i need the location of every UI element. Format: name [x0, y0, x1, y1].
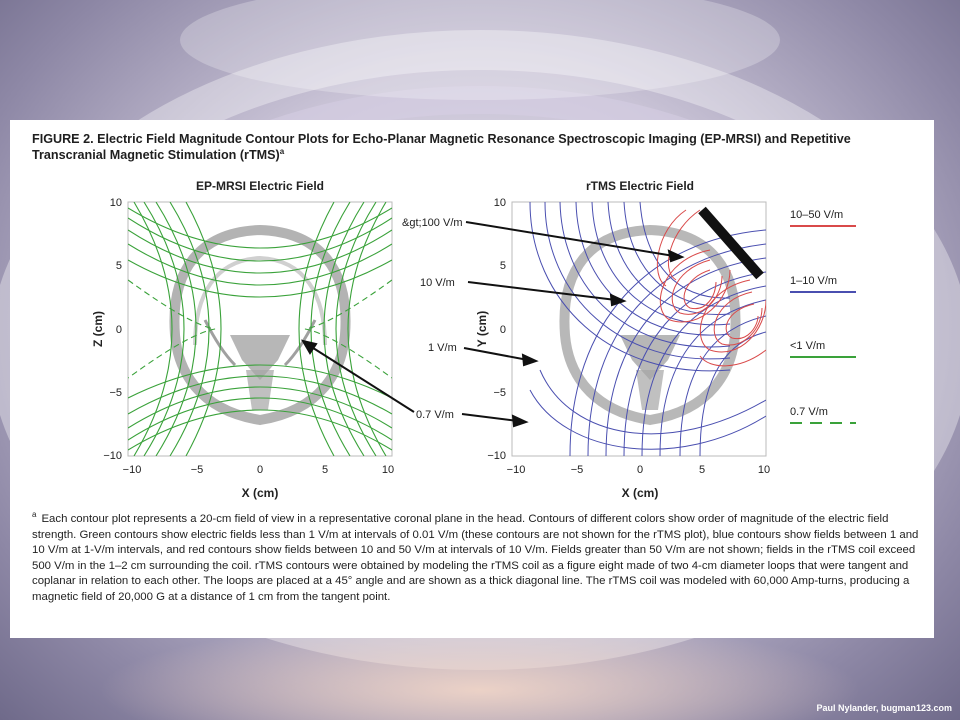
legend-item-lt1 [790, 340, 856, 357]
figure-footnote [32, 512, 932, 605]
left-x-ticks [123, 464, 394, 476]
legend-label: 1–10 V/m [790, 275, 838, 287]
credit-text: Paul Nylander, bugman123.com [816, 703, 952, 713]
right-x-axis-label: X (cm) [621, 486, 659, 500]
left-ytick: 0 [115, 324, 122, 336]
figure-title-footnote-mark: a [279, 146, 285, 156]
footnote-text: Each contour plot represents a 20-cm field of view in a representative coronal plane in the head. Contours of different colors show order of magnitude of the electric field strength. Green contours show electric fields less than 1 V/m at intervals of 0.01 V/m (these contours are not shown for the rTMS plot), blue contours show fields between 1 and 10 V/m at 1-V/m intervals, and red contours show fields between 10 and 50 V/m at intervals of 10 V/m. Fields greater than 50 V/m are not shown; fields in the rTMS coil exceed 500 V/m in the 1–2 cm surrounding the coil. rTMS contours were obtained by modeling the rTMS coil as a figure eight made of two 4-cm diameter loops that were tangent and coplanar in relation to each other. The loops are placed at a 45° angle and are shown as a thick diagonal line. The rTMS coil was modeled with 60,000 Amp-turns, producing a magnetic field of 20,000 G at a distance of 1 cm from the tangent point. [32, 513, 919, 603]
left-plot-title: EP-MRSI Electric Field [195, 179, 325, 193]
legend-item-1-10 [790, 275, 856, 292]
right-xtick: −10 [506, 464, 526, 476]
right-xtick: −5 [570, 464, 584, 476]
legend-item-0-7 [790, 406, 856, 423]
right-xtick: 0 [636, 464, 644, 476]
left-y-axis-label: Z (cm) [91, 311, 105, 347]
left-xtick: 10 [381, 464, 395, 476]
right-y-ticks [487, 197, 506, 462]
left-xtick: 5 [321, 464, 329, 476]
figure-panel [10, 120, 934, 638]
left-plot [91, 197, 394, 500]
figure-title-text: FIGURE 2. Electric Field Magnitude Contour Plots for Echo-Planar Magnetic Resonance Spectroscopic Imaging (EP-MRSI) and Repetitive Transcranial Magnetic Stimulation (rTMS) [32, 132, 851, 162]
footnote-mark: a [32, 510, 37, 520]
annotation-1: 1 V/m [428, 342, 457, 354]
left-y-ticks [103, 197, 122, 462]
legend-label: 0.7 V/m [790, 406, 828, 418]
right-xtick: 10 [757, 464, 771, 476]
left-ytick: 5 [115, 260, 122, 272]
right-ytick: −5 [493, 387, 506, 399]
right-xtick: 5 [698, 464, 706, 476]
left-ytick: 10 [109, 197, 122, 209]
contour-figure [10, 120, 934, 510]
right-ytick: 5 [499, 260, 506, 272]
legend-label: <1 V/m [790, 340, 826, 352]
annotation-0-7: 0.7 V/m [416, 409, 454, 421]
annotations [402, 217, 463, 421]
right-ytick: 10 [493, 197, 506, 209]
right-ytick: 0 [499, 324, 506, 336]
legend [790, 209, 856, 423]
right-y-axis-label: Y (cm) [475, 310, 489, 348]
left-ytick: −5 [109, 387, 122, 399]
left-xtick: −5 [190, 464, 204, 476]
left-x-axis-label: X (cm) [241, 486, 279, 500]
left-ytick: −10 [103, 450, 122, 462]
annotation-10: 10 V/m [420, 277, 455, 289]
right-plot [475, 197, 770, 500]
legend-label: 10–50 V/m [790, 209, 844, 221]
legend-item-10-50 [790, 209, 856, 226]
left-xtick: 0 [256, 464, 264, 476]
left-xtick: −10 [122, 464, 142, 476]
right-x-ticks [507, 464, 770, 476]
annotation-100: &gt;100 V/m [402, 217, 463, 229]
right-plot-title: rTMS Electric Field [585, 179, 695, 193]
right-ytick: −10 [487, 450, 506, 462]
